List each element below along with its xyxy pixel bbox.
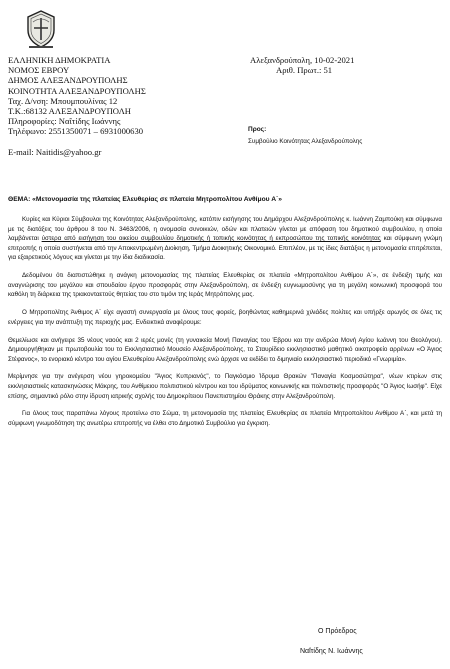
municipality-line: ΔΗΜΟΣ ΑΛΕΞΑΝΔΡΟΥΠΟΛΗΣ xyxy=(8,75,128,86)
protocol-number: Αριθ. Πρωτ.: 51 xyxy=(276,65,333,76)
postcode-line: Τ.Κ.:68132 ΑΛΕΞΑΝΔΡΟΥΠΟΛΗ xyxy=(8,106,132,117)
paragraph-1-end: και σύμφωνη γνώμη επιτροπής η οποία συστήνεται από την Αποκεντρωμένη Διοίκηση, Τμήμα Διοικητικής Οικονομικό. Επιπλέον, με τις ίδιες διατάξεις η μετονομασία επιτρέπεται, για εξαιρετικούς λόγους και γίνεται με την ίδια διαδικασία. xyxy=(8,235,442,262)
sender-header xyxy=(8,55,258,157)
paragraph-4: Θεμελίωσε και ανήγειρε 35 νέους ναούς και 2 ιερές μονές (τη γυναικεία Μονή Παναγίας του Έβρου και την ανδρώα Μονή Αγίου Ιωάννη του Θεολόγου). Δημιουργήθηκαν με πρωτοβουλία του το Εκκλησιαστικό Μουσείο Αλεξανδρούπολης, το Σταυρίδειο εκκλησιαστικό μαθητικό οικοτροφείο αρρένων «Ο Άγιος Στέφανος», το ενοριακό κέντρο του αγίου Ελευθερίου Αλεξανδρούπολης ενώ άρχισε να εκδίδει το διμηνιαίο εκκλησιαστικό περιοδικό «Γνωριμία». xyxy=(8,336,442,363)
subject-line: ΘΕΜΑ: «Μετονομασία της πλατείας Ελευθερίας σε πλατεία Μητροπολίτου Ανθίμου Α΄» xyxy=(8,196,282,203)
paragraph-1-underlined: ύστερα από εισήγηση του οικείου συμβουλίου δημοτικής ή τοπικής κοινότητας ή εκπροσώπου της τοπικής κοινότητας xyxy=(41,235,381,243)
signatory-role: Ο Πρόεδρος xyxy=(318,628,357,635)
paragraph-2: Δεδομένου ότι διαπιστώθηκε η ανάγκη μετονομασίας της πλατείας Ελευθερίας σε πλατεία «Μητροπολίτου Ανθίμου Α΄», σε ένδειξη τιμής και αναγνώρισης του μεγάλου και σπουδαίου έργου προσφοράς στην Αλεξανδρούπολη, σε ένδειξη ευγνωμοσύνης για τη μεγάλη κοινωνική προσφορά του καθόλη τη διάρκεια της τριακονταετούς θητείας του στο τιμόνι της Ιεράς Μητρόπολης μας. xyxy=(8,272,442,299)
prefecture-line: ΝΟΜΟΣ ΕΒΡΟΥ xyxy=(8,65,70,76)
paragraph-3: Ο Μητροπολίτης Άνθιμος Α΄ είχε αγαστή συνεργασία με όλους τους φορείς, βοηθώντας καθημερινά χιλιάδες πολίτες και υπήρξε αρωγός σε όλες τις ενέργειες για την ανάπτυξη της περιοχής μας. Ενδεικτικά αναφέρουμε: xyxy=(8,309,442,326)
letter-body xyxy=(8,215,442,437)
country-line: ΕΛΛΗΝΙΚΗ ΔΗΜΟΚΡΑΤΙΑ xyxy=(8,55,111,65)
recipient-label: Προς: xyxy=(248,126,267,133)
recipient: Συμβούλιο Κοινότητας Αλεξανδρούπολης xyxy=(248,138,363,145)
signatory-name: Ναΐτίδης Ν. Ιωάννης xyxy=(300,648,363,655)
greek-republic-emblem-icon xyxy=(24,8,58,50)
email-line: E-mail: Naitidis@yahoo.gr xyxy=(8,146,102,157)
place-date: Αλεξανδρούπολη, 10-02-2021 xyxy=(250,55,355,65)
address-line: Ταχ. Δ/νση: Μπουμπουλίνας 12 xyxy=(8,95,118,106)
phone-line: Τηλέφωνο: 2551350071 – 6931000630 xyxy=(8,126,144,137)
document-meta xyxy=(250,55,440,75)
community-line: ΚΟΙΝΟΤΗΤΑ ΑΛΕΞΑΝΔΡΟΥΠΟΛΗΣ xyxy=(8,85,146,96)
info-line: Πληροφορίες: Ναΐτίδης Ιωάννης xyxy=(8,116,121,127)
paragraph-5: Μερίμνησε για την ανέγερση νέου γηροκομείου "Άγιος Κυπριανός", το Παγκόσμιο Ίδρυμα Θρακών "Παναγία Κοσμοσώτηρα", νέων κτιρίων στις εκκλησιαστικές κατασκηνώσεις Μάκρης, του Ανθίμειου πολιτιστικού κέντρου και του ιδρύματος κοινωνικής και πολιτιστικής προσφοράς "Ο Άγιος Ιωσήφ". Είχε επίσης, σημαντικό ρόλο στην ίδρυση ιατρικής σχολής του Δημοκρίτειου Πανεπιστημίου Θράκης στην Αλεξανδρούπολη. xyxy=(8,373,442,400)
paragraph-1-start: Κυρίες και Κύριοι Σύμβουλοι της Κοινότητας Αλεξανδρούπολης, κατόπιν εισήγησης του Δημάρχου Αλεξανδρούπολης κ. Ιωάννη Ζαμπούκη και σύμφωνα με τις διατάξεις του άρθρου 8 του Ν. 3463/2006, η ονομασία συνοικιών, οδών και πλατειών γίνεται με απόφαση του δημοτικού συμβουλίου, η οποία λαμβάνεται xyxy=(8,216,442,243)
paragraph-1 xyxy=(8,215,442,263)
paragraph-6: Για όλους τους παραπάνω λόγους προτείνω στο Σώμα, τη μετονομασία της πλατείας Ελευθερίας σε πλατεία Μητροπολίτου Ανθίμου Α΄, και μετά τη σύμφωνη γνωμοδότηση της ανωτέρω επιτροπής να έλθει στο Δημοτικό Συμβούλιο για έγκριση. xyxy=(8,410,442,428)
